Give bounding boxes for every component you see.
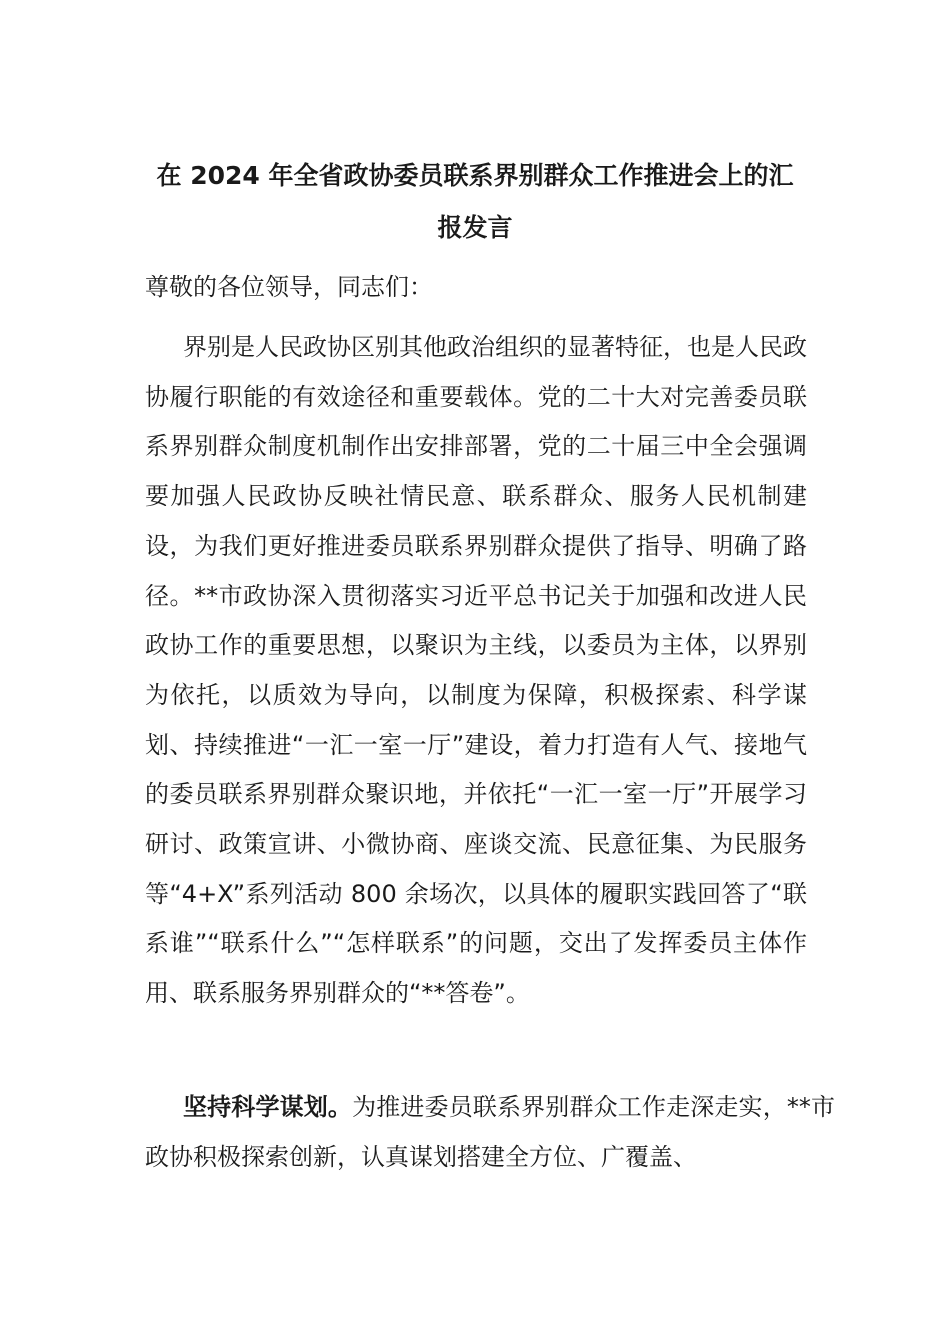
body-paragraph	[145, 1083, 835, 1182]
salutation: 尊敬的各位领导，同志们：	[145, 273, 433, 301]
body-paragraph	[145, 323, 807, 1019]
paragraph-lead: 坚持科学谋划。	[183, 1093, 353, 1121]
document-title: 在 2024 年全省政协委员联系界别群众工作推进会上的汇报发言	[156, 161, 794, 242]
paragraph-text: 界别是人民政协区别其他政治组织的显著特征，也是人民政协履行职能的有效途径和重要载体。党的二十大对完善委员联系界别群众制度机制作出安排部署，党的二十届三中全会强调要加强人民政协反映社情民意、联系群众、服务人民机制建设，为我们更好推进委员联系界别群众提供了指导、明确了路径。**市政协深入贯彻落实习近平总书记关于加强和改进人民政协工作的重要思想，以聚识为主线，以委员为主体，以界别为依托，以质效为导向，以制度为保障，积极探索、科学谋划、持续推进“一汇一室一厅”建设，着力打造有人气、接地气的委员联系界别群众聚识地，并依托“一汇一室一厅”开展学习研讨、政策宣讲、小微协商、座谈交流、民意征集、为民服务等“4+X”系列活动 800 余场次，以具体的履职实践回答了“联系谁”“联系什么”“怎样联系”的问题，交出了发挥委员主体作用、联系服务界别群众的“**答卷”。	[145, 333, 807, 1008]
paragraph-text: 为推进委员联系界别群众工作走深走实，**市政协积极探索创新，认真谋划搭建全方位、广覆盖、	[145, 1093, 835, 1171]
